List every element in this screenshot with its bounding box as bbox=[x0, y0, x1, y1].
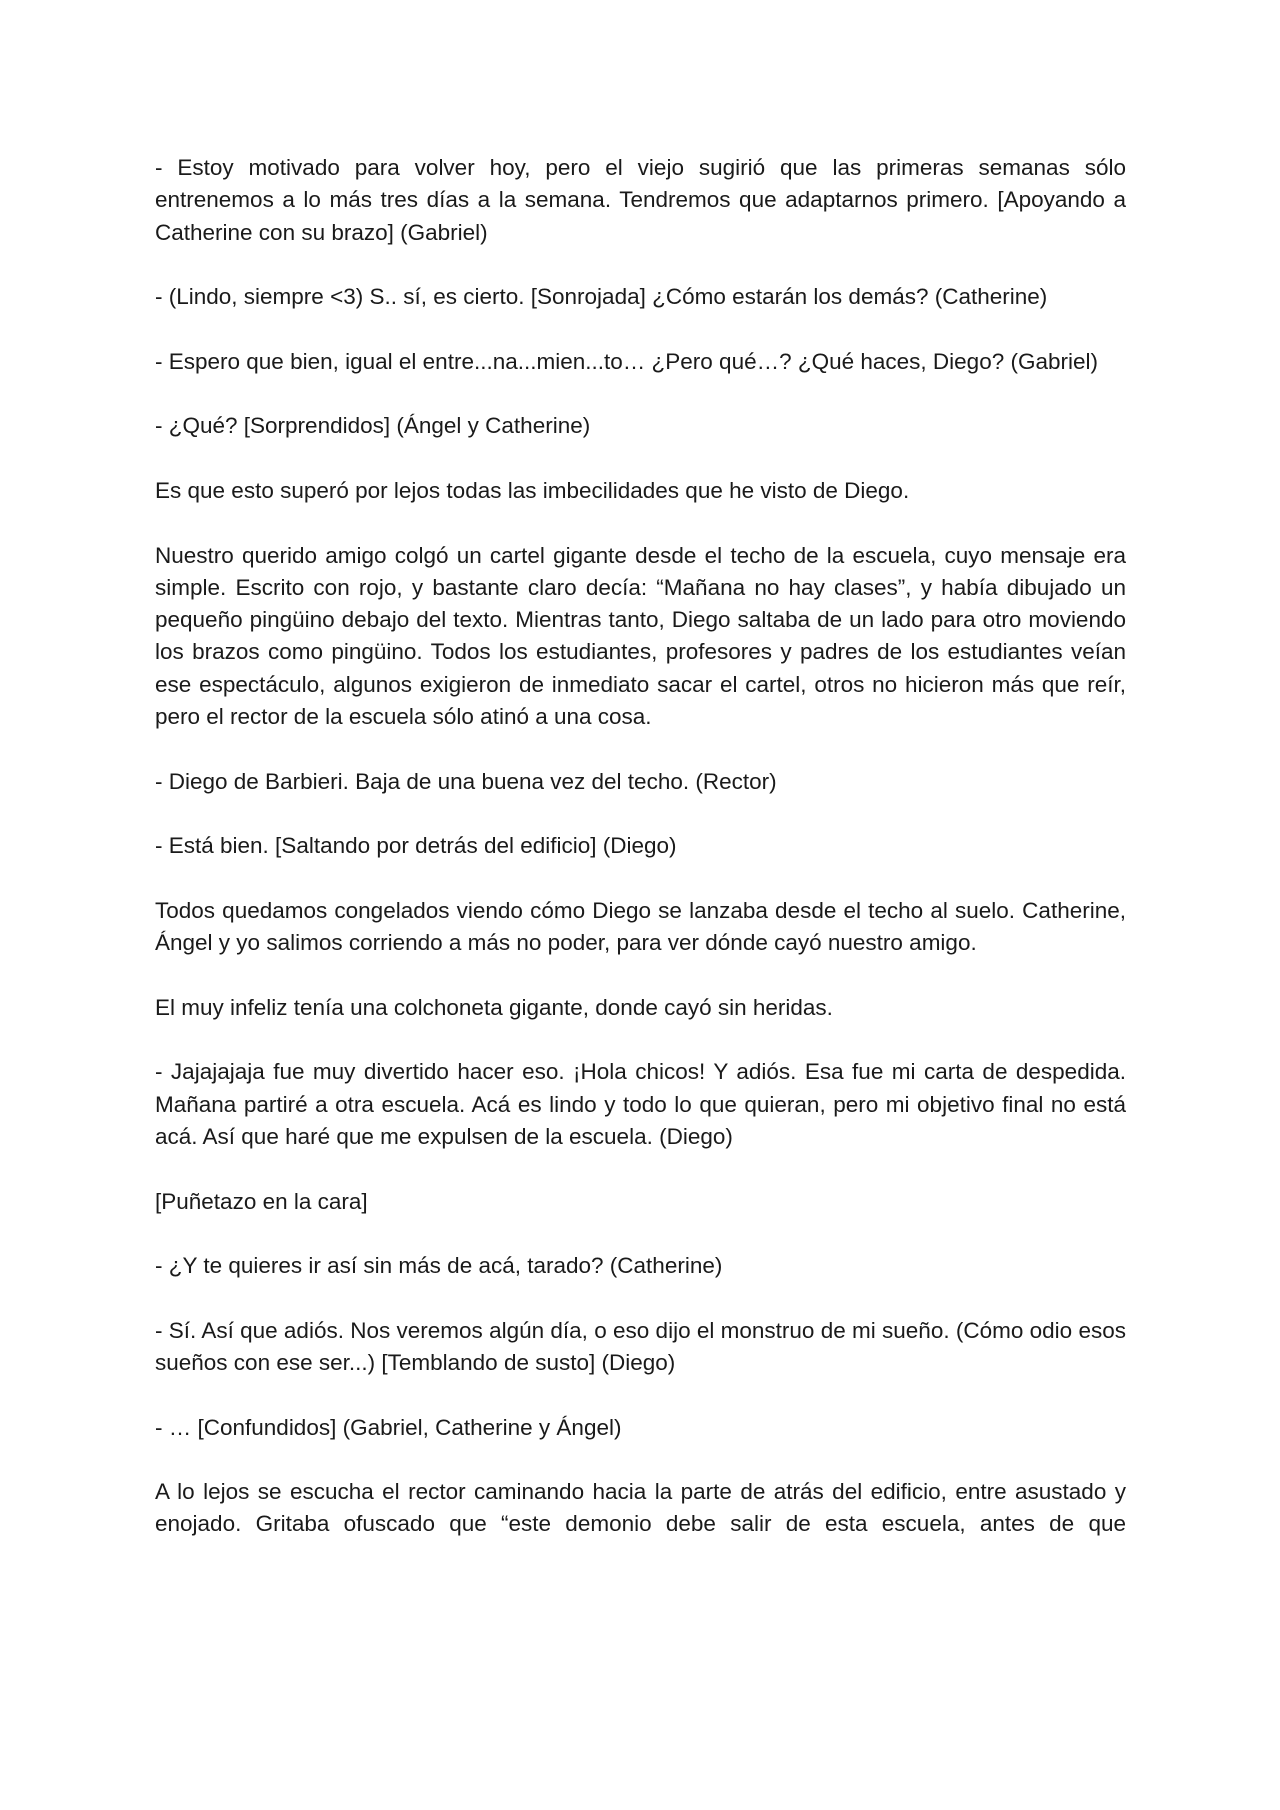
paragraph-narration-rector: A lo lejos se escucha el rector caminando hacia la parte de atrás del edificio, entre asustado y enojado. Gritaba ofuscado que “este demonio debe salir de esta escuela, antes de que bbox=[155, 1479, 1126, 1537]
paragraph-gabriel-espero: - Espero que bien, igual el entre...na...mien...to… ¿Pero qué…? ¿Qué haces, Diego? (Gabriel) bbox=[155, 348, 1098, 374]
paragraph-narration-congelados: Todos quedamos congelados viendo cómo Diego se lanzaba desde el techo al suelo. Catherine, Ángel y yo salimos corriendo a más no poder, para ver dónde cayó nuestro amigo. bbox=[155, 897, 1126, 956]
paragraph-diego-adios: - Sí. Así que adiós. Nos veremos algún día, o eso dijo el monstruo de mi sueño. (Cómo odio esos sueños con ese ser...) [Temblando de susto] (Diego) bbox=[155, 1317, 1126, 1375]
paragraph-narration-colchoneta: El muy infeliz tenía una colchoneta gigante, donde cayó sin heridas. bbox=[155, 994, 833, 1020]
paragraph-catherine-tarado: - ¿Y te quieres ir así sin más de acá, tarado? (Catherine) bbox=[155, 1253, 723, 1279]
paragraph-punetazo: [Puñetazo en la cara] bbox=[155, 1188, 368, 1214]
paragraph-angel-catherine-que: - ¿Qué? [Sorprendidos] (Ángel y Catherine) bbox=[155, 413, 591, 439]
paragraph-gabriel-motivado: - Estoy motivado para volver hoy, pero el viejo sugirió que las primeras semanas sólo entrenemos a lo más tres días a la semana. Tendremos que adaptarnos primero. [Apoyando a Catherine con su brazo] (Gabriel) bbox=[155, 155, 1126, 245]
paragraph-rector-baja: - Diego de Barbieri. Baja de una buena vez del techo. (Rector) bbox=[155, 768, 777, 794]
paragraph-diego-despedida: - Jajajajaja fue muy divertido hacer eso. ¡Hola chicos! Y adiós. Esa fue mi carta de despedida. Mañana partiré a otra escuela. Acá es lindo y todo lo que quieran, pero mi objetivo final no está acá. Así que haré que me expulsen de la escuela. (Diego) bbox=[155, 1059, 1126, 1149]
paragraph-confundidos: - … [Confundidos] (Gabriel, Catherine y Ángel) bbox=[155, 1414, 622, 1440]
paragraph-narration-cartel: Nuestro querido amigo colgó un cartel gigante desde el techo de la escuela, cuyo mensaje era simple. Escrito con rojo, y bastante claro decía: “Mañana no hay clases”, y había dibujado un pequeño pingüino debajo del texto. Mientras tanto, Diego saltaba de un lado para otro moviendo los brazos como pingüino. Todos los estudiantes, profesores y padres de los estudiantes veían ese espectáculo, algunos exigieron de inmediato sacar el cartel, otros no hicieron más que reír, pero el rector de la escuela sólo atinó a una cosa. bbox=[155, 542, 1126, 730]
paragraph-catherine-lindo: - (Lindo, siempre <3) S.. sí, es cierto. [Sonrojada] ¿Cómo estarán los demás? (Catherine) bbox=[155, 284, 1048, 310]
paragraph-diego-esta-bien: - Está bien. [Saltando por detrás del edificio] (Diego) bbox=[155, 833, 677, 859]
document-page bbox=[155, 152, 1126, 1541]
paragraph-narration-imbecilidades: Es que esto superó por lejos todas las imbecilidades que he visto de Diego. bbox=[155, 477, 910, 503]
